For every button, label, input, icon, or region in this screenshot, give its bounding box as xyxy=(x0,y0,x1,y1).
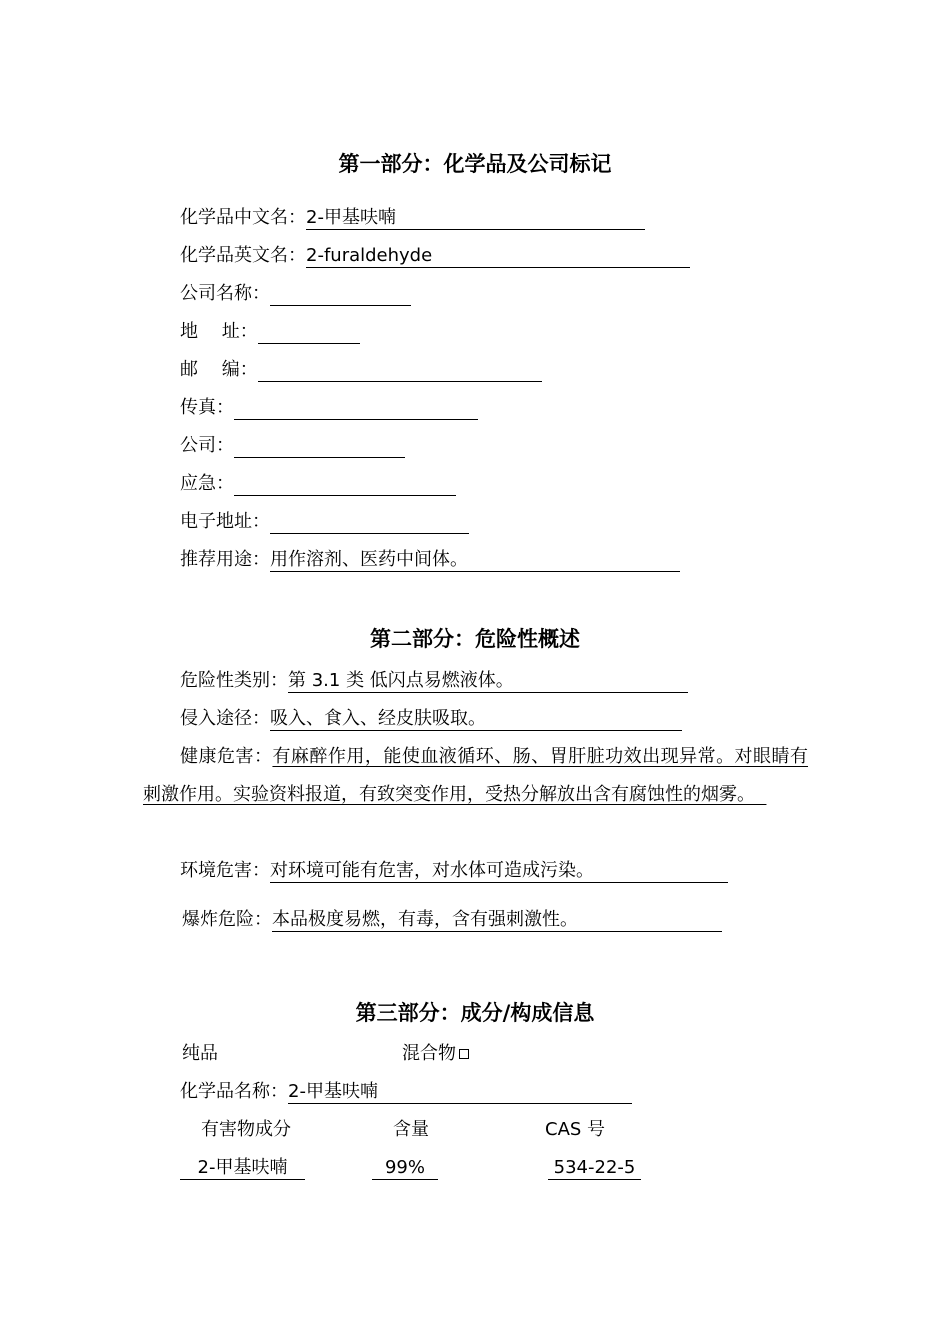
route-label: 侵入途径： xyxy=(180,708,270,729)
health-label: 健康危害： xyxy=(180,746,273,767)
section1-heading: 第一部分：化学品及公司标记 xyxy=(338,152,612,176)
email-blank xyxy=(270,533,469,534)
explosion-row xyxy=(182,908,722,932)
route-value: 吸入、食入、经皮肤吸取。 xyxy=(270,708,682,731)
emergency-row xyxy=(180,472,456,496)
cn-name-row xyxy=(180,206,645,230)
address-label: 地 址： xyxy=(180,321,258,342)
hazard-class-value: 第 3.1 类 低闪点易燃液体。 xyxy=(288,670,688,693)
section3-heading: 第三部分：成分/构成信息 xyxy=(355,1001,595,1025)
chem-name-value: 2-甲基呋喃 xyxy=(288,1081,632,1104)
emergency-label: 应急： xyxy=(180,473,234,494)
table-cell-component: 2-甲基呋喃 xyxy=(180,1157,305,1180)
chem-name-label: 化学品名称： xyxy=(180,1081,288,1102)
email-label: 电子地址： xyxy=(180,511,270,532)
postcode-blank xyxy=(258,381,542,382)
env-value: 对环境可能有危害，对水体可造成污染。 xyxy=(270,860,728,883)
mixture-row xyxy=(402,1042,469,1066)
company-name-label: 公司名称： xyxy=(180,283,270,304)
mixture-checkbox-icon xyxy=(459,1049,469,1059)
health-value: 有麻醉作用，能使血液循环、肠、胃肝脏功效出现异常。对眼睛有刺激作用。实验资料报道，有致突变作用，受热分解放出含有腐蚀性的烟雾。 xyxy=(143,746,809,805)
table-header-content: 含量 xyxy=(393,1119,429,1140)
usage-value: 用作溶剂、医药中间体。 xyxy=(270,549,680,572)
address-row xyxy=(180,320,360,344)
postcode-label: 邮 编： xyxy=(180,359,258,380)
company-row xyxy=(180,434,405,458)
cn-name-value: 2-甲基呋喃 xyxy=(306,207,645,230)
company-label: 公司： xyxy=(180,435,234,456)
env-row xyxy=(180,859,728,883)
table-header-cas: CAS 号 xyxy=(545,1119,606,1140)
en-name-value: 2-furaldehyde xyxy=(306,245,690,268)
cn-name-label: 化学品中文名： xyxy=(180,207,306,228)
explosion-value: 本品极度易燃，有毒，含有强刺激性。 xyxy=(272,909,722,932)
table-cell-cas: 534-22-5 xyxy=(548,1157,641,1180)
mixture-label: 混合物 xyxy=(402,1043,456,1064)
pure-label: 纯品 xyxy=(182,1043,218,1064)
address-blank xyxy=(258,343,360,344)
emergency-blank xyxy=(234,495,456,496)
section2-heading: 第二部分：危险性概述 xyxy=(370,627,580,651)
fax-label: 传真： xyxy=(180,397,234,418)
postcode-row xyxy=(180,358,542,382)
company-name-blank xyxy=(270,305,411,306)
env-label: 环境危害： xyxy=(180,860,270,881)
usage-row xyxy=(180,548,680,572)
chem-name-row xyxy=(180,1080,632,1104)
hazard-class-row xyxy=(180,669,688,693)
fax-row xyxy=(180,396,478,420)
en-name-row xyxy=(180,244,690,268)
company-blank xyxy=(234,457,405,458)
health-hazard-paragraph xyxy=(143,738,808,814)
table-cell-content: 99% xyxy=(372,1157,438,1180)
company-name-row xyxy=(180,282,411,306)
route-row xyxy=(180,707,682,731)
fax-blank xyxy=(234,419,478,420)
usage-label: 推荐用途： xyxy=(180,549,270,570)
hazard-class-label: 危险性类别： xyxy=(180,670,288,691)
email-row xyxy=(180,510,469,534)
en-name-label: 化学品英文名： xyxy=(180,245,306,266)
table-header-component: 有害物成分 xyxy=(201,1119,291,1140)
explosion-label: 爆炸危险： xyxy=(182,909,272,930)
